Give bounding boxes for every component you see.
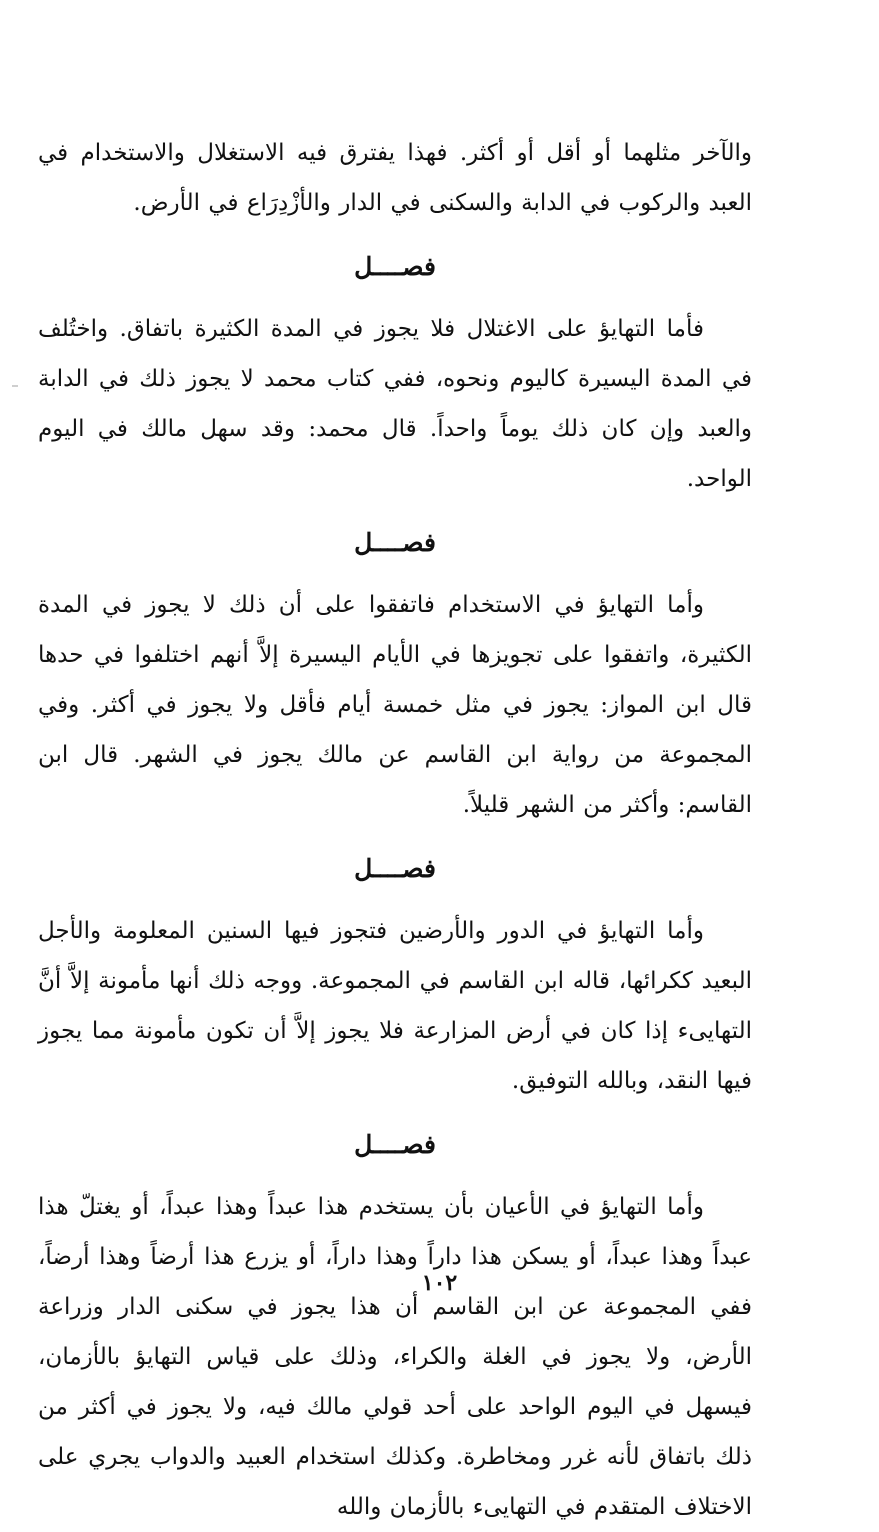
section-heading: فصــــل bbox=[354, 252, 436, 281]
page-body bbox=[38, 128, 752, 1532]
paragraph-aayan bbox=[38, 1182, 752, 1532]
section-heading: فصــــل bbox=[354, 528, 436, 557]
page-number: ١٠٢ bbox=[421, 1270, 458, 1296]
section-heading: فصــــل bbox=[354, 854, 436, 883]
paragraph-intro bbox=[38, 128, 752, 228]
paragraph-text: فأما التهايؤ على الاغتلال فلا يجوز في المدة الكثيرة باتفاق. واختُلف في المدة اليسيرة كاليوم ونحوه، ففي كتاب محمد لا يجوز ذلك في الدابة والعبد وإن كان ذلك يوماً واحداً. قال محمد: وقد سهل مالك في اليوم الواحد. bbox=[38, 316, 752, 492]
margin-mark bbox=[12, 385, 18, 387]
paragraph-istikhdam bbox=[38, 580, 752, 830]
paragraph-text: والآخر مثلهما أو أقل أو أكثر. فهذا يفترق فيه الاستغلال والاستخدام في العبد والركوب في الدابة والسكنى في الدار والأزْدِرَاع في الأرض. bbox=[38, 140, 752, 216]
paragraph-text: وأما التهايؤ في الأعيان بأن يستخدم هذا عبداً وهذا عبداً، أو يغتلّ هذا عبداً وهذا عبداً، أو يسكن هذا داراً وهذا داراً، أو يزرع هذا أرضاً وهذا أرضاً، ففي المجموعة عن ابن القاسم أن هذا يجوز في سكنى الدار وزراعة الأرض، ولا يجوز في الغلة والكراء، وذلك على قياس التهايؤ بالأزمان، فيسهل في اليوم الواحد على أحد قولي مالك فيه، ولا يجوز في أكثر من ذلك باتفاق لأنه غرر ومخاطرة. وكذلك استخدام العبيد والدواب يجري على الاختلاف المتقدم في التهايىء بالأزمان والله bbox=[38, 1194, 752, 1520]
paragraph-dur-aradin bbox=[38, 906, 752, 1106]
section-heading: فصــــل bbox=[354, 1130, 436, 1159]
paragraph-text: وأما التهايؤ في الدور والأرضين فتجوز فيها السنين المعلومة والأجل البعيد ككرائها، قاله ابن القاسم في المجموعة. ووجه ذلك أنها مأمونة إلاَّ أنَّ التهايىء إذا كان في أرض المزارعة فلا يجوز إلاَّ أن تكون مأمونة مما يجوز فيها النقد، وبالله التوفيق. bbox=[38, 918, 752, 1094]
paragraph-text: وأما التهايؤ في الاستخدام فاتفقوا على أن ذلك لا يجوز في المدة الكثيرة، واتفقوا على تجويزها في الأيام اليسيرة إلاَّ أنهم اختلفوا في حدها قال ابن المواز: يجوز في مثل خمسة أيام فأقل ولا يجوز في أكثر. وفي المجموعة من رواية ابن القاسم عن مالك يجوز في الشهر. قال ابن القاسم: وأكثر من الشهر قليلاً. bbox=[38, 592, 752, 818]
paragraph-ightilal bbox=[38, 304, 752, 504]
